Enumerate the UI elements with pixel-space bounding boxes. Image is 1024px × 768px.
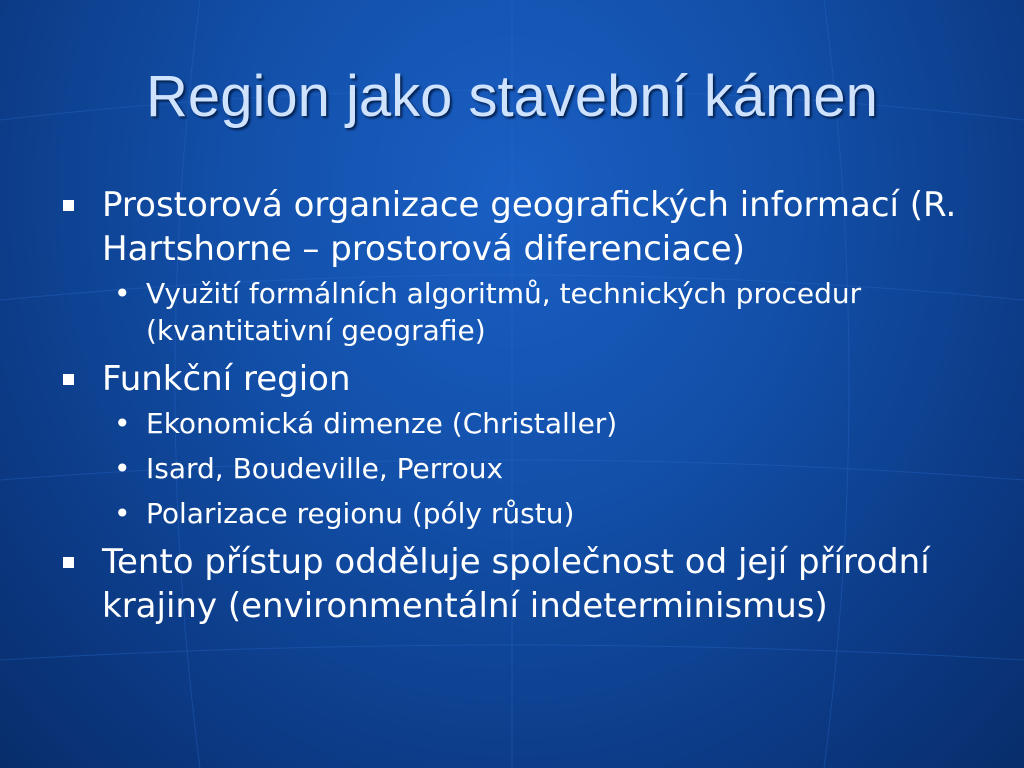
square-bullet-icon: [63, 374, 74, 385]
sub-bullet-item: [58, 450, 958, 487]
sub-bullet-item: [58, 275, 958, 349]
sub-bullet-text: Ekonomická dimenze (Christaller): [146, 407, 618, 440]
round-bullet-icon: •: [114, 452, 131, 485]
round-bullet-icon: •: [114, 497, 131, 530]
round-bullet-icon: •: [114, 277, 131, 310]
square-bullet-icon: [63, 200, 74, 211]
bullet-item: [58, 357, 958, 401]
round-bullet-icon: •: [114, 407, 131, 440]
slide-title: Region jako stavební kámen: [146, 64, 878, 129]
bullet-text: Funkční region: [102, 359, 351, 399]
bullet-item: [58, 540, 958, 628]
bullet-text: Tento přístup odděluje společnost od její přírodní krajiny (environmentální indeterminismus): [102, 542, 930, 626]
sub-bullet-text: Polarizace regionu (póly růstu): [146, 497, 575, 530]
bullet-text: Prostorová organizace geografických informací (R. Hartshorne – prostorová diferenciace): [102, 185, 957, 269]
sub-bullet-text: Využití formálních algoritmů, technických procedur (kvantitativní geografie): [146, 277, 862, 347]
sub-bullet-text: Isard, Boudeville, Perroux: [146, 452, 504, 485]
bullet-item: [58, 183, 958, 271]
sub-bullet-item: [58, 495, 958, 532]
square-bullet-icon: [63, 557, 74, 568]
slide-content: [58, 183, 958, 632]
sub-bullet-item: [58, 405, 958, 442]
